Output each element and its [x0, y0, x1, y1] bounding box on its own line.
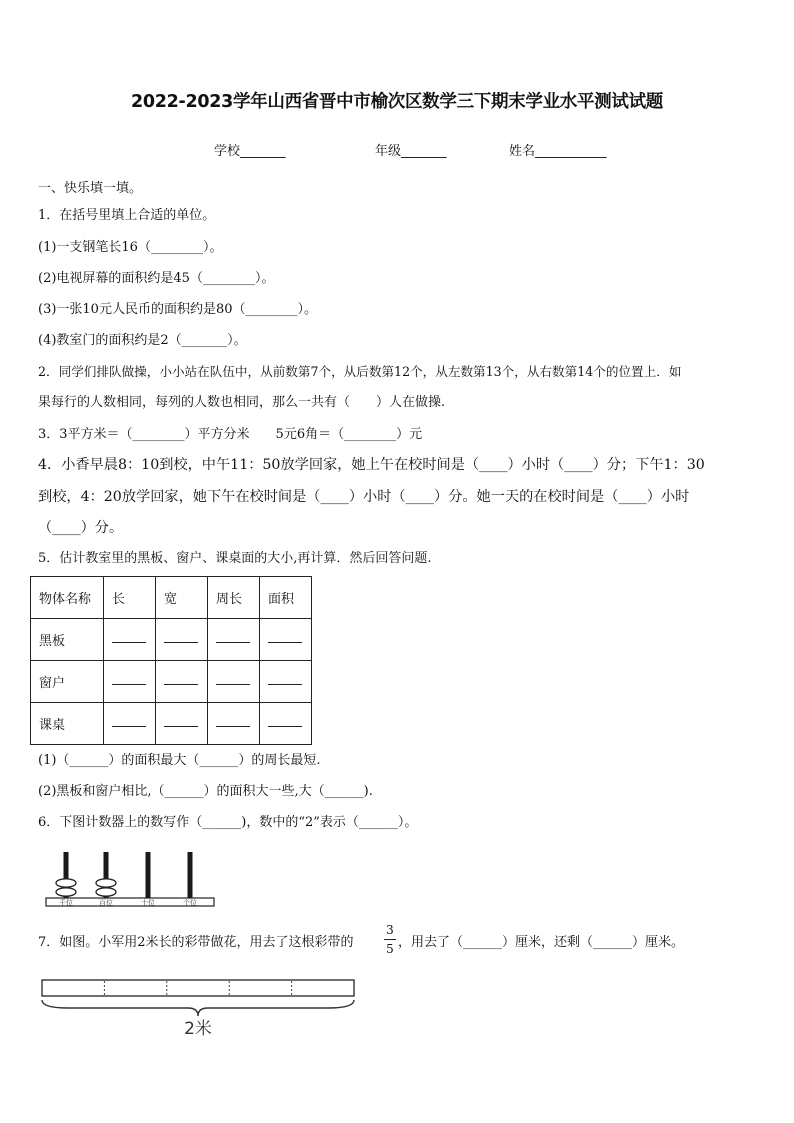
abacus-figure — [44, 846, 220, 918]
q2-line1: 2．同学们排队做操，小小站在队伍中，从前数第7个，从后数第12个，从左数第13个，从右数第14个的位置上．如 — [38, 364, 682, 379]
q5-part1: (1)（______）的面积最大（______）的周长最短. — [38, 753, 321, 768]
answer-blank[interactable] — [268, 718, 302, 727]
answer-blank[interactable] — [216, 634, 250, 643]
section-heading: 一、快乐填一填。 — [38, 181, 143, 196]
row-label: 课桌 — [31, 703, 104, 745]
table-row — [31, 703, 312, 745]
answer-blank[interactable] — [164, 676, 198, 685]
abacus-rod — [188, 852, 193, 898]
q6-stem: 6．下图计数器上的数写作（______)，数中的“2”表示（______）。 — [38, 815, 418, 830]
answer-blank[interactable] — [268, 634, 302, 643]
q7-after: ，用去了（______）厘米，还剩（______）厘米。 — [398, 935, 685, 950]
table-row — [31, 661, 312, 703]
abacus-place-label: 百位 — [99, 899, 113, 907]
answer-blank[interactable] — [112, 718, 146, 727]
row-label: 黑板 — [31, 619, 104, 661]
q1-part1: (1)一支钢笔长16（________）。 — [38, 240, 223, 255]
q1-stem: 1．在括号里填上合适的单位。 — [38, 208, 216, 223]
row-label: 窗户 — [31, 661, 104, 703]
abacus-rod — [146, 852, 151, 898]
abacus-place-label: 千位 — [59, 899, 73, 907]
answer-blank[interactable] — [216, 718, 250, 727]
q3-text: 3．3平方米＝（________）平方分米 5元6角＝（________）元 — [38, 427, 423, 442]
page-title: 2022-2023学年山西省晋中市榆次区数学三下期末学业水平测试试题 — [131, 92, 663, 112]
answer-blank[interactable] — [112, 634, 146, 643]
q4-line1: 4．小香早晨8：10到校，中午11：50放学回家，她上午在校时间是（____）小时（____）分；下午1：30 — [38, 457, 705, 473]
q4-line3: （____）分。 — [38, 520, 124, 536]
abacus-bead — [96, 879, 116, 887]
answer-blank[interactable] — [216, 676, 250, 685]
q1-part4: (4)教室门的面积约是2（_______）。 — [38, 333, 247, 348]
grade-field: 年级_______ — [375, 144, 447, 159]
answer-blank[interactable] — [164, 634, 198, 643]
fraction-denominator: 5 — [386, 942, 394, 956]
q5-part2: (2)黑板和窗户相比,（______）的面积大一些,大（______). — [38, 784, 373, 799]
table-header: 周长 — [208, 577, 260, 619]
table-header-row — [31, 577, 312, 619]
abacus-place-label: 个位 — [183, 899, 197, 907]
answer-blank[interactable] — [112, 676, 146, 685]
answer-blank[interactable] — [164, 718, 198, 727]
school-field: 学校_______ — [214, 144, 286, 159]
ribbon-figure — [38, 976, 360, 1042]
table-header: 面积 — [260, 577, 312, 619]
ribbon-brace — [42, 1000, 354, 1016]
table-header: 物体名称 — [31, 577, 104, 619]
table-header: 宽 — [156, 577, 208, 619]
fraction-numerator: 3 — [386, 923, 394, 937]
table-row — [31, 619, 312, 661]
q7-before: 7．如图。小军用2米长的彩带做花，用去了这根彩带的 — [38, 935, 354, 950]
name-field: 姓名___________ — [509, 144, 607, 159]
ribbon-label: 2米 — [184, 1019, 212, 1039]
answer-blank[interactable] — [268, 676, 302, 685]
q4-line2: 到校，4：20放学回家，她下午在校时间是（____）小时（____）分。她一天的在校时间是（____）小时 — [38, 489, 690, 505]
q1-part2: (2)电视屏幕的面积约是45（________）。 — [38, 271, 275, 286]
abacus-bead — [56, 879, 76, 887]
abacus-place-label: 十位 — [141, 899, 155, 907]
abacus-bead — [96, 888, 116, 896]
q2-line2: 果每行的人数相同，每列的人数也相同，那么一共有（ ）人在做操. — [38, 395, 446, 410]
abacus-bead — [56, 888, 76, 896]
q1-part3: (3)一张10元人民币的面积约是80（________）。 — [38, 302, 317, 317]
estimate-table — [30, 576, 312, 745]
table-header: 长 — [104, 577, 156, 619]
fraction-bar — [384, 939, 396, 940]
ribbon-bar — [42, 980, 354, 996]
q5-stem: 5．估计教室里的黑板、窗户、课桌面的大小,再计算．然后回答问题. — [38, 551, 432, 566]
